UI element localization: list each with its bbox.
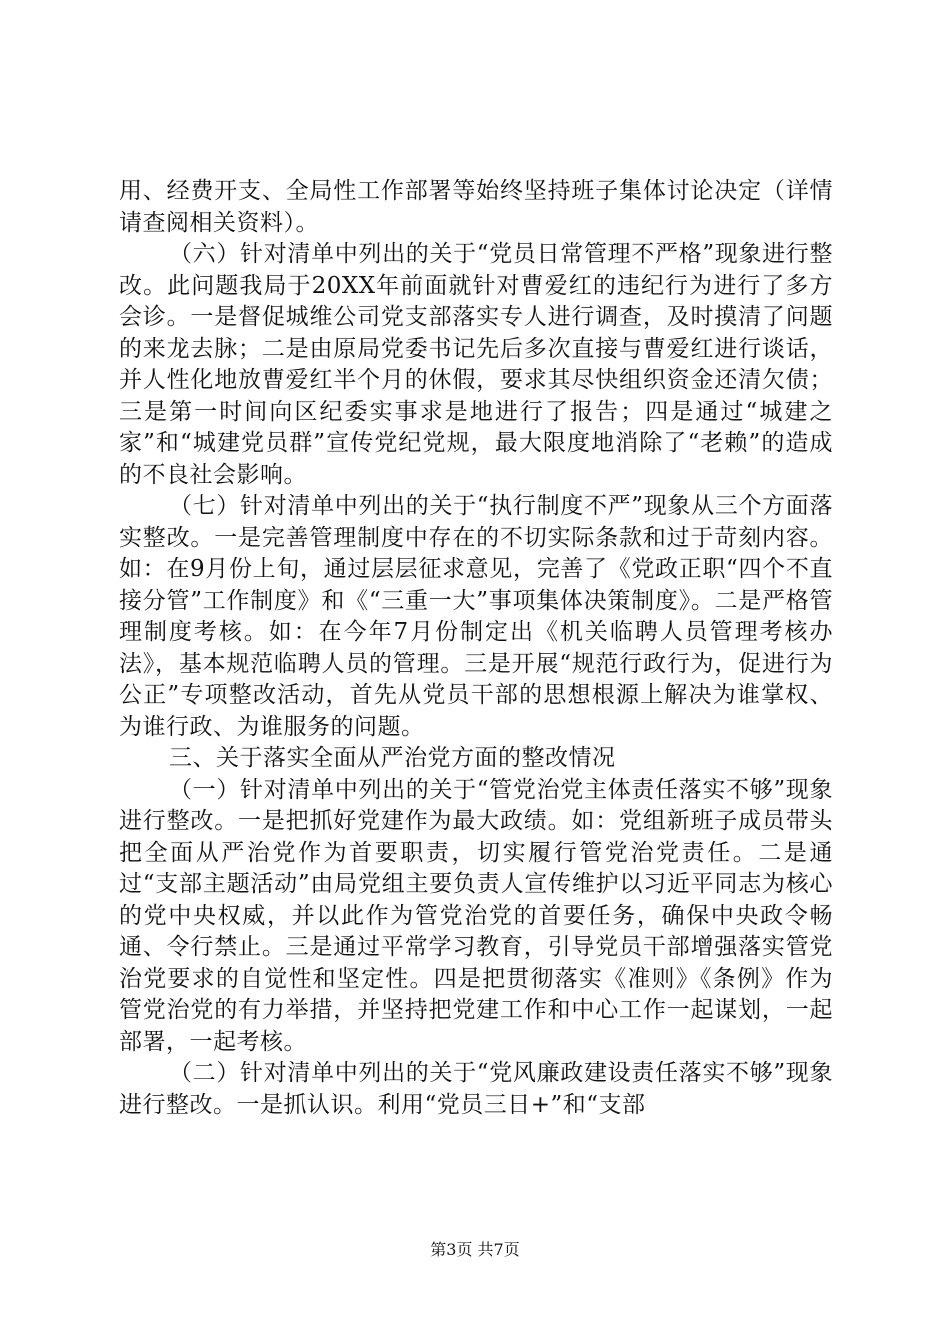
paragraph-item-7-system-enforcement: （七）针对清单中列出的关于“执行制度不严”现象从三个方面落实整改。一是完善管理制度中存在的不切实际条款和过于苛刻内容。如：在9月份上旬，通过层层征求意见，完善了《党政正职“四个不直接分管”工作制度》和《“三重一大”事项集体决策制度》。二是严格管理制度考核。如：在今年7月份制定出《机关临聘人员管理考核办法》，基本规范临聘人员的管理。三是开展“规范行政行为，促进行为公正”专项整改活动，首先从党员干部的思想根源上解决为谁掌权、为谁行政、为谁服务的问题。 — [119, 493, 833, 740]
document-body — [119, 176, 833, 1121]
paragraph-continued-decision: 用、经费开支、全局性工作部署等始终坚持班子集体讨论决定（详情请查阅相关资料）。 — [119, 178, 833, 236]
page-footer: 第3页 共7页 — [430, 1240, 520, 1259]
paragraph-item-6-party-member-management: （六）针对清单中列出的关于“党员日常管理不严格”现象进行整改。此问题我局于20XX年前面就针对曹爱红的违纪行为进行了多方会诊。一是督促城维公司党支部落实专人进行调查，及时摸清了问题的来龙去脉；二是由原局党委书记先后多次直接与曹爱红进行谈话，并人性化地放曹爱红半个月的休假，要求其尽快组织资金还清欠债；三是第一时间向区纪委实事求是地进行了报告；四是通过“城建之家”和“城建党员群”宣传党纪党规，最大限度地消除了“老赖”的造成的不良社会影响。 — [119, 241, 833, 488]
section-heading-3: 三、关于落实全面从严治党方面的整改情况 — [169, 745, 616, 771]
paragraph-section-3-item-1: （一）针对清单中列出的关于“管党治党主体责任落实不够”现象进行整改。一是把抓好党建作为最大政绩。如：党组新班子成员带头把全面从严治党作为首要职责，切实履行管党治党责任。二是通过“支部主题活动”由局党组主要负责人宣传维护以习近平同志为核心的党中央权威，并以此作为管党治党的首要任务，确保中央政令畅通、令行禁止。三是通过平常学习教育，引导党员干部增强落实管党治党要求的自觉性和坚定性。四是把贯彻落实《准则》《条例》作为管党治党的有力举措，并坚持把党建工作和中心工作一起谋划，一起部署，一起考核。 — [119, 776, 833, 1055]
paragraph-section-3-item-2: （二）针对清单中列出的关于“党风廉政建设责任落实不够”现象进行整改。一是抓认识。利用“党员三日+”和“支部 — [119, 1060, 833, 1118]
